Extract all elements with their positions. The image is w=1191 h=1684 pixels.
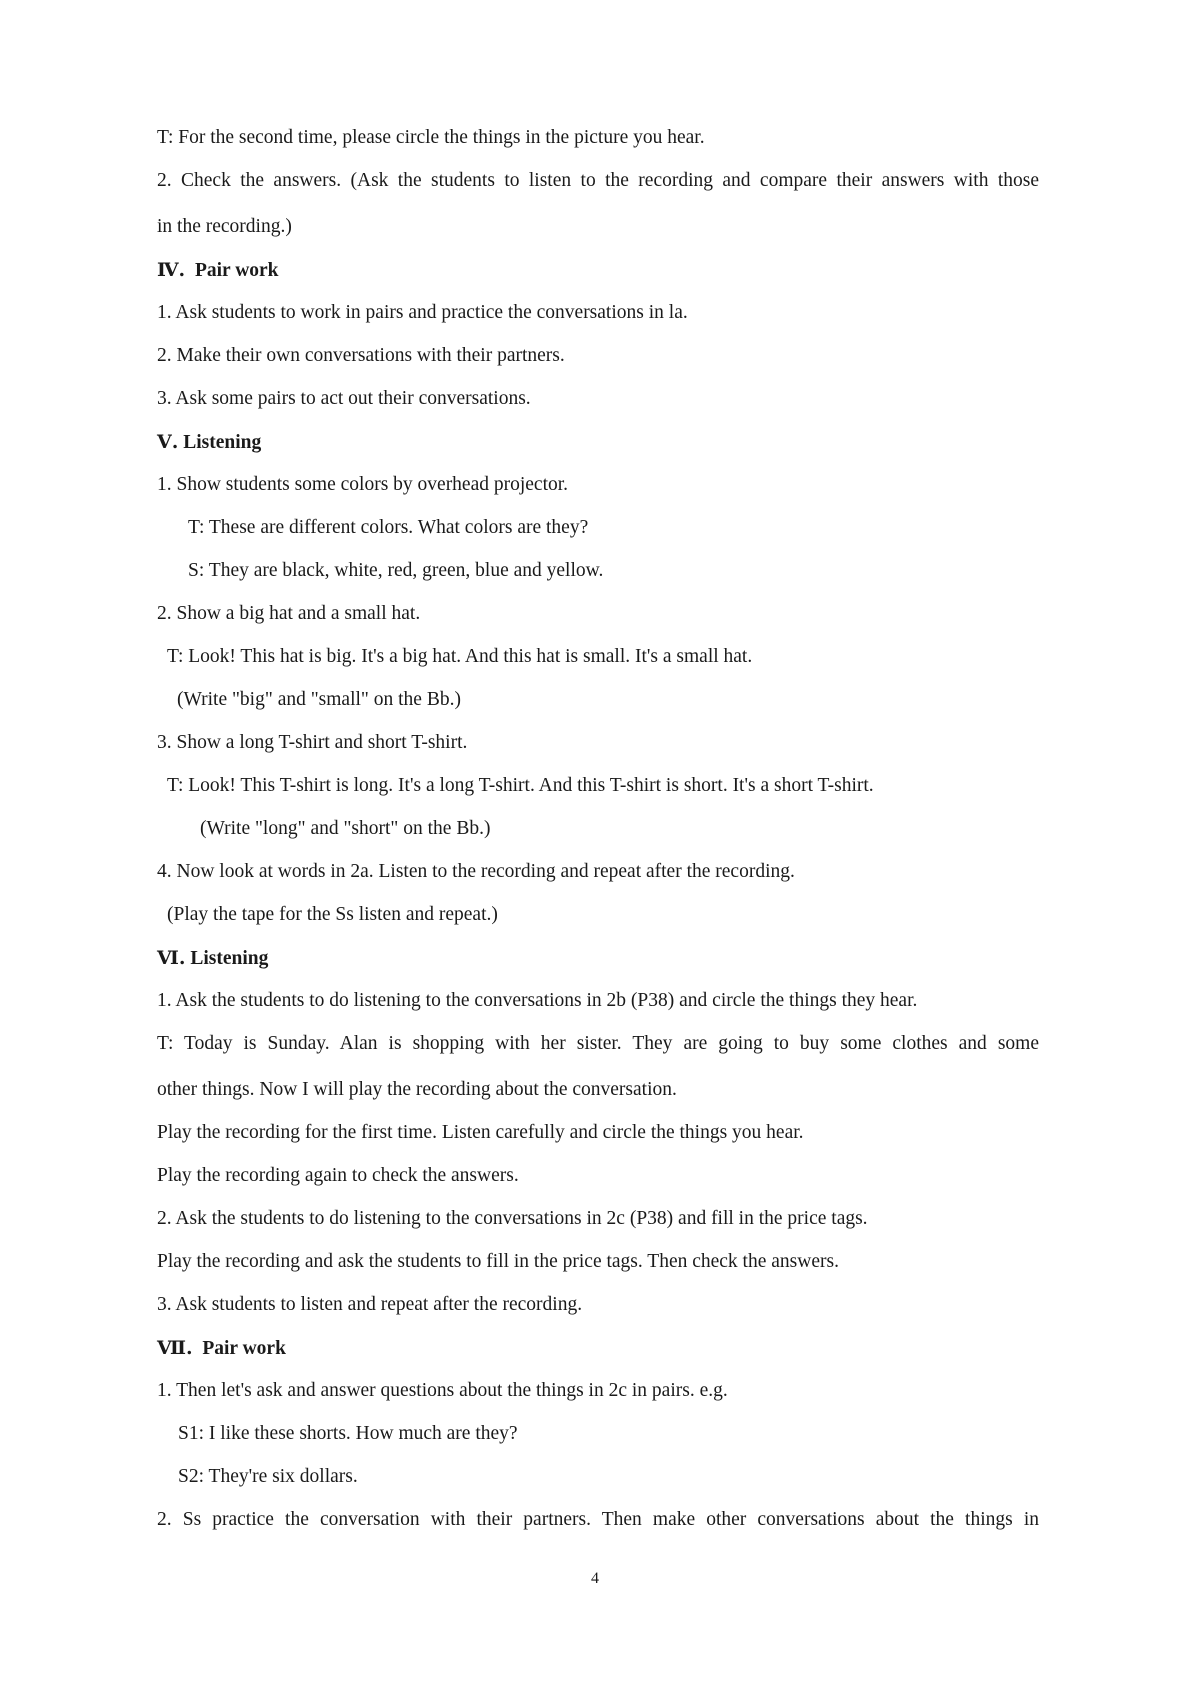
text-line: (Play the tape for the Ss listen and repeat.) [167,904,498,925]
text-line: (Write "long" and "short" on the Bb.) [200,818,491,839]
section-heading-5 [157,431,261,454]
section-heading-6 [157,947,268,970]
section-numeral: Ⅴ. [157,431,179,453]
text-line: 2. Show a big hat and a small hat. [157,603,421,624]
text-line: 3. Show a long T-shirt and short T-shirt. [157,732,468,753]
text-line: 2. Check the answers. (Ask the students to listen to the recording and compare their answers with those [157,170,1039,191]
text-line: T: Look! This T-shirt is long. It's a long T-shirt. And this T-shirt is short. It's a short T-shirt. [167,775,874,796]
text-line: 2. Ss practice the conversation with their partners. Then make other conversations about the things in [157,1509,1039,1530]
text-line: S1: I like these shorts. How much are they? [178,1423,518,1444]
text-line: 2. Ask the students to do listening to the conversations in 2c (P38) and fill in the price tags. [157,1208,868,1229]
text-line: 1. Show students some colors by overhead projector. [157,474,569,495]
text-line: 4. Now look at words in 2a. Listen to the recording and repeat after the recording. [157,861,795,882]
page-number: 4 [591,1570,599,1587]
section-numeral: Ⅶ. [157,1337,193,1359]
text-line: 1. Ask the students to do listening to the conversations in 2b (P38) and circle the things they hear. [157,990,918,1011]
text-line: 2. Make their own conversations with their partners. [157,345,565,366]
section-numeral: Ⅳ. [157,259,186,281]
section-numeral: Ⅵ. [157,947,186,969]
text-line: 1. Ask students to work in pairs and practice the conversations in la. [157,302,688,323]
text-line: 3. Ask some pairs to act out their conversations. [157,388,531,409]
text-line: other things. Now I will play the recording about the conversation. [157,1079,677,1100]
section-title: Pair work [194,260,279,281]
text-line: T: For the second time, please circle the things in the picture you hear. [157,127,705,148]
text-line: Play the recording for the first time. Listen carefully and circle the things you hear. [157,1122,804,1143]
text-line: S2: They're six dollars. [178,1466,358,1487]
text-line: T: Today is Sunday. Alan is shopping with her sister. They are going to buy some clothes and some [157,1033,1039,1054]
text-line: Play the recording and ask the students to fill in the price tags. Then check the answers. [157,1251,839,1272]
section-heading-4 [157,259,279,282]
text-line: T: These are different colors. What colors are they? [188,517,589,538]
text-line: in the recording.) [157,216,292,237]
text-line: (Write "big" and "small" on the Bb.) [177,689,461,710]
text-line: T: Look! This hat is big. It's a big hat. And this hat is small. It's a small hat. [167,646,753,667]
text-line: 3. Ask students to listen and repeat after the recording. [157,1294,583,1315]
section-title: Listening [183,432,262,453]
text-line: S: They are black, white, red, green, blue and yellow. [188,560,604,581]
section-title: Listening [190,948,269,969]
section-title: Pair work [202,1338,286,1359]
section-heading-7 [157,1337,286,1360]
text-line: Play the recording again to check the answers. [157,1165,519,1186]
text-line: 1. Then let's ask and answer questions about the things in 2c in pairs. e.g. [157,1380,728,1401]
